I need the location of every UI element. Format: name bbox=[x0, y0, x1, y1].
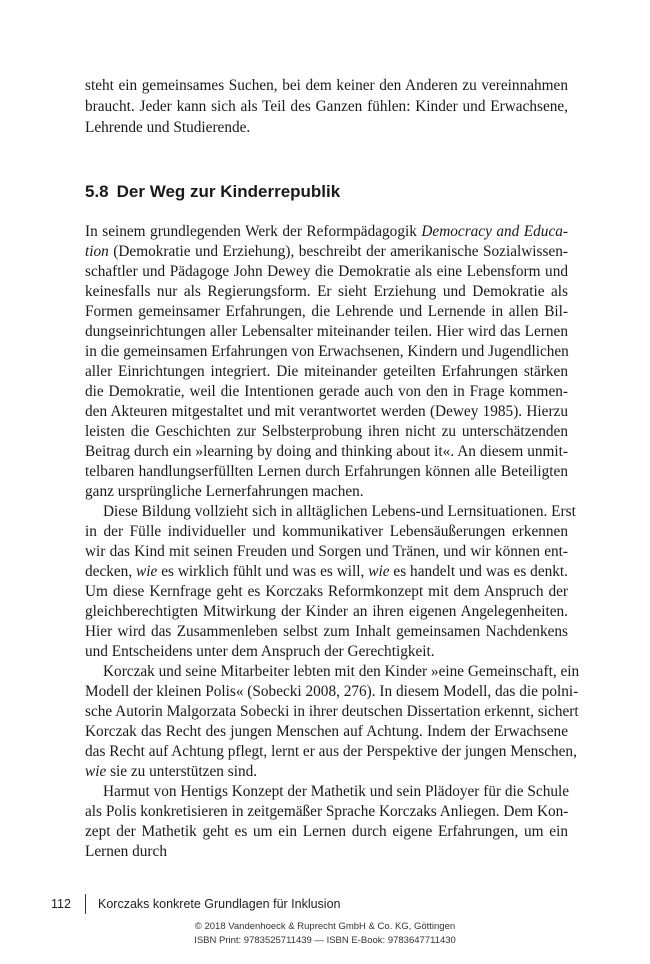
body-text-line: wir das Kind mit seinen Freuden und Sorgen und Tränen, und wir können ent- bbox=[85, 543, 568, 560]
body-text-line: keinesfalls nur als Regierungsform. Er sieht Erziehung und Demokratie als bbox=[85, 283, 568, 300]
body-text-line: Harmut von Hentigs Konzept der Mathetik und sein Plädoyer für die Schule bbox=[103, 783, 570, 800]
body-text-line bbox=[85, 242, 568, 262]
emphasis-italic: wie bbox=[85, 763, 107, 780]
body-text-line: telbaren handlungserfüllten Lernen durch Erfahrungen können alle Beteiligten bbox=[85, 463, 568, 480]
text-run: es handelt und was es denkt. bbox=[389, 563, 568, 580]
text-run: sie zu unterstützen sind. bbox=[106, 763, 258, 780]
body-text-line: leisten die Geschichten zur Selbsterprobung ihren nicht zu unterschätzenden bbox=[85, 423, 568, 440]
body-text-line: dungseinrichtungen aller Lebensalter miteinander teilen. Hier wird das Lernen bbox=[85, 323, 568, 340]
isbn-notice: ISBN Print: 9783525711439 — ISBN E-Book: 9783647711430 bbox=[194, 935, 456, 946]
body-text-line: in der Fülle individueller und kommunikativer Lebensäußerungen erkennen bbox=[85, 523, 568, 540]
body-text-line: Formen gemeinsamer Erfahrungen, die Lehrende und Lernende in allen Bil- bbox=[85, 303, 568, 320]
body-text-line: das Recht auf Achtung pflegt, lernt er aus der Perspektive der jungen Menschen, bbox=[85, 743, 577, 760]
book-title-italic: tion bbox=[85, 243, 109, 260]
body-text-line: braucht. Jeder kann sich als Teil des Ganzen fühlen: Kinder und Erwachsene, bbox=[85, 98, 568, 115]
body-text-line: Modell der kleinen Polis« (Sobecki 2008, 276). In diesem Modell, das die polni- bbox=[85, 683, 579, 700]
page-number: 112 bbox=[51, 897, 71, 911]
body-text-line bbox=[85, 222, 568, 242]
body-text-line: den Akteuren mitgestaltet und mit verantwortet werden (Dewey 1985). Hierzu bbox=[85, 403, 568, 420]
body-text-line: die Demokratie, weil die Intentionen gerade auch von den in Frage kommen- bbox=[85, 383, 568, 400]
section-heading bbox=[85, 180, 340, 204]
body-text-line: Hier wird das Zusammenleben selbst zum Inhalt gemeinsamen Nachdenkens bbox=[85, 623, 568, 640]
emphasis-italic: wie bbox=[136, 563, 158, 580]
body-text-line: Lehrende und Studierende. bbox=[85, 119, 251, 136]
body-text-line: und Entscheidens unter dem Anspruch der Gerechtigkeit. bbox=[85, 643, 435, 660]
body-text-line bbox=[85, 562, 568, 582]
body-text-line: sche Autorin Malgorzata Sobecki in ihrer deutschen Dissertation erkennt, sichert bbox=[85, 703, 579, 720]
body-text-line: Um diese Kernfrage geht es Korczaks Reformkonzept mit dem Anspruch der bbox=[85, 583, 568, 600]
body-text-line: Lernen durch bbox=[85, 843, 167, 860]
body-text-line bbox=[85, 762, 568, 782]
section-title: Der Weg zur Kinderrepublik bbox=[116, 182, 341, 201]
body-text-line: in die gemeinsamen Erfahrungen von Erwachsenen, Kindern und Jugendlichen bbox=[85, 343, 569, 360]
text-run: (Demokratie und Erziehung), beschreibt der amerikanische Sozialwissen- bbox=[108, 243, 568, 260]
text-run: es wirklich fühlt und was es will, bbox=[157, 563, 369, 580]
book-title-italic: Democracy and Educa- bbox=[421, 223, 568, 240]
body-text-line: zept der Mathetik geht es um ein Lernen durch eigene Erfahrungen, um ein bbox=[85, 823, 568, 840]
emphasis-italic: wie bbox=[368, 563, 390, 580]
text-run: In seinem grundlegenden Werk der Reformpädagogik bbox=[85, 223, 422, 240]
text-run: decken, bbox=[85, 563, 137, 580]
body-text-line: steht ein gemeinsames Suchen, bei dem keiner den Anderen zu vereinnahmen bbox=[85, 77, 568, 94]
body-text-line: schaftler und Pädagoge John Dewey die Demokratie als eine Lebensform und bbox=[85, 263, 568, 280]
body-text-line: ganz ursprüngliche Lernerfahrungen machen. bbox=[85, 483, 364, 500]
copyright-notice: © 2018 Vandenhoeck & Ruprecht GmbH & Co. KG, Göttingen bbox=[194, 921, 456, 932]
footer-divider bbox=[85, 894, 86, 914]
body-text-line: Korczak das Recht des jungen Menschen auf Achtung. Indem der Erwachsene bbox=[85, 723, 568, 740]
body-text-line: Diese Bildung vollzieht sich in alltäglichen Lebens-und Lernsituationen. Erst bbox=[103, 503, 576, 520]
body-text-line: Beitrag durch ein »learning by doing and thinking about it«. An diesem unmit- bbox=[85, 443, 568, 460]
running-title: Korczaks konkrete Grundlagen für Inklusion bbox=[98, 897, 341, 911]
body-text-line: als Polis konkretisieren in zeitgemäßer Sprache Korczaks Anliegen. Dem Kon- bbox=[85, 803, 569, 820]
body-text-line: gleichberechtigten Mitwirkung der Kinder an ihren eigenen Angelegenheiten. bbox=[85, 603, 568, 620]
body-text-line: Korczak und seine Mitarbeiter lebten mit den Kinder »eine Gemeinschaft, ein bbox=[103, 663, 580, 680]
body-text-line: aller Einrichtungen integriert. Die miteinander geteilten Erfahrungen stärken bbox=[85, 363, 568, 380]
section-number: 5.8 bbox=[85, 182, 109, 201]
